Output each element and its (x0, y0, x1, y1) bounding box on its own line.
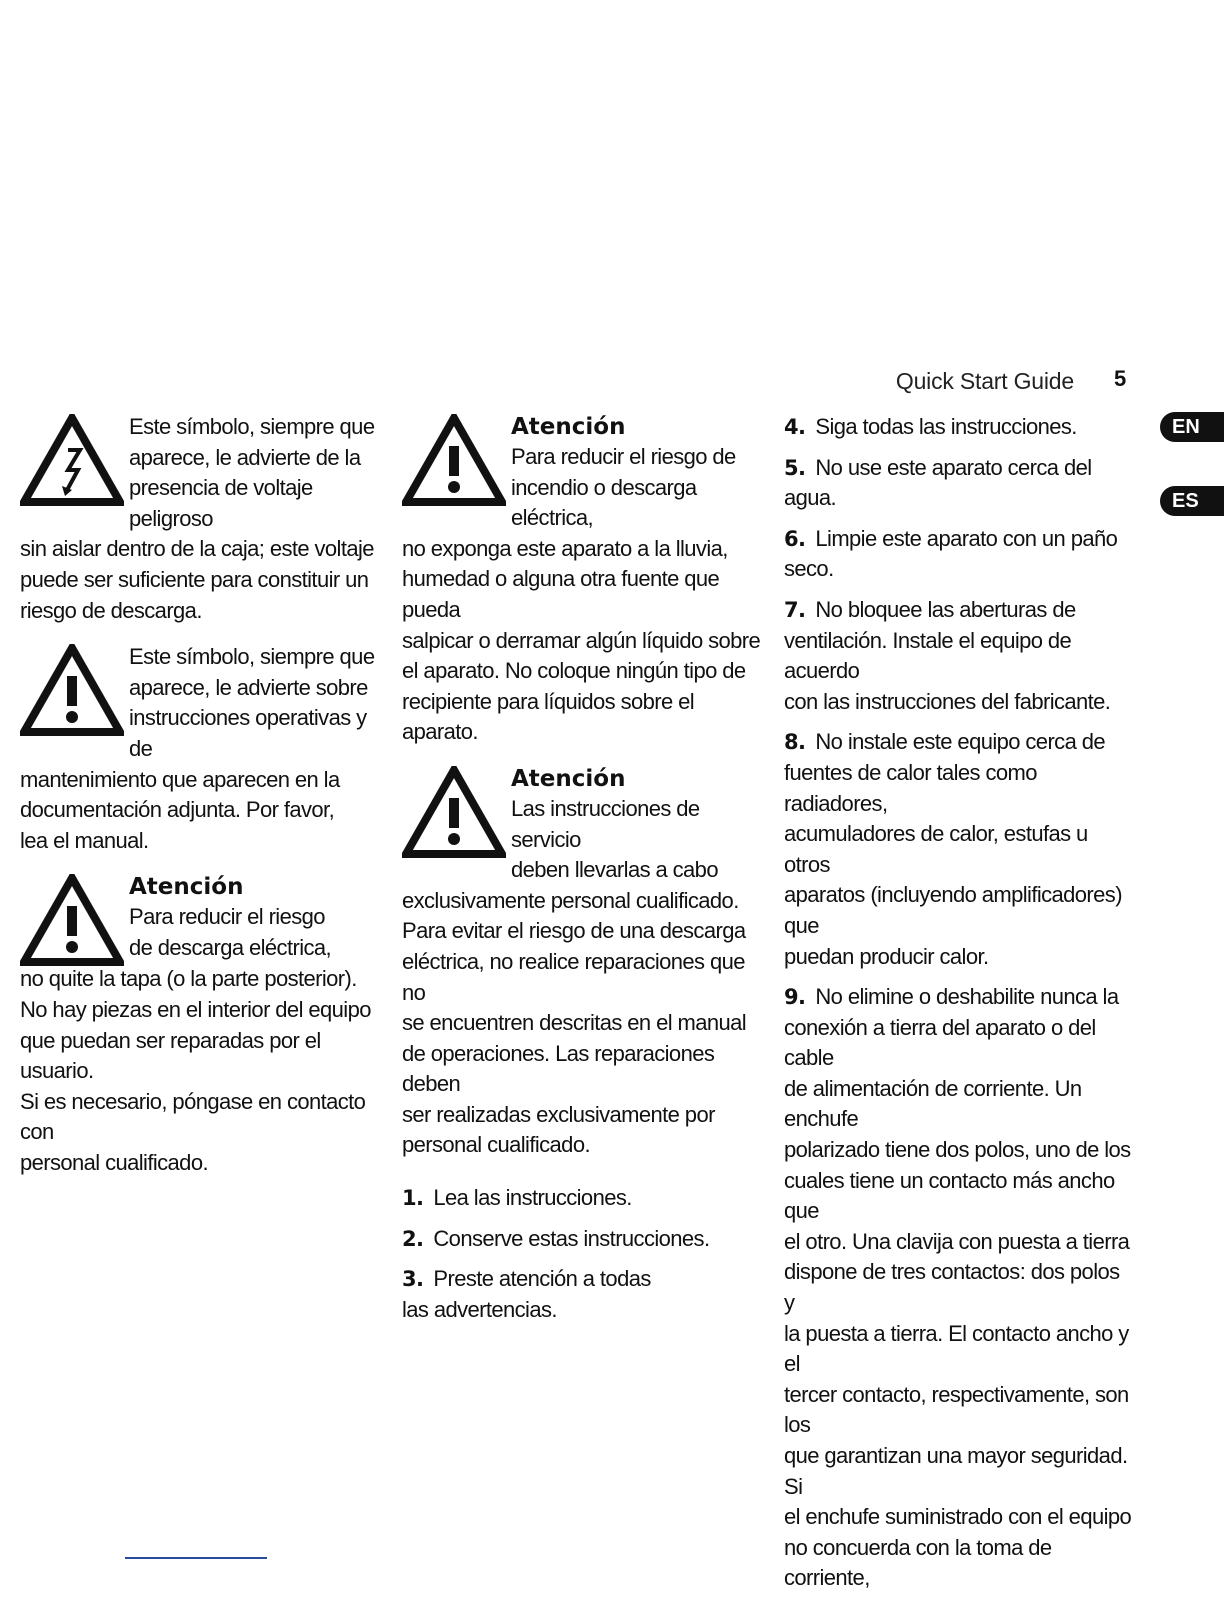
item-text: la puesta a tierra. El contacto ancho y el (784, 1320, 1129, 1377)
text-line: Este símbolo, siempre que (129, 414, 375, 439)
text-line: Para reducir el riesgo (129, 904, 325, 930)
item-text: conexión a tierra del aparato o del cable (784, 1014, 1096, 1071)
list-item (784, 412, 1134, 443)
item-text: Conserve estas instrucciones. (433, 1225, 710, 1251)
text-line: de operaciones. Las reparaciones deben (402, 1040, 715, 1097)
text-line: lea el manual. (20, 827, 149, 853)
item-text: no concuerda con la toma de corriente, (784, 1534, 1052, 1591)
text-line: documentación adjunta. Por favor, (20, 797, 335, 823)
item-text: cuales tiene un contacto más ancho que (784, 1167, 1115, 1224)
text-line: no exponga este aparato a la lluvia, (402, 535, 728, 561)
item-text: polarizado tiene dos polos, uno de los (784, 1137, 1131, 1163)
list-item (784, 982, 1134, 1594)
item-number: 7. (784, 597, 806, 622)
exclamation-warning-icon (20, 874, 124, 966)
item-text: Preste atención a todas (433, 1266, 651, 1292)
text-line: aparece, le advierte de la (129, 444, 361, 470)
guide-title: Quick Start Guide (895, 368, 1074, 394)
item-number: 8. (784, 730, 806, 755)
item-text: tercer contacto, respectivamente, son los (784, 1381, 1129, 1438)
text-line: Las instrucciones de servicio (511, 795, 700, 852)
item-number: 2. (402, 1226, 424, 1251)
page-number: 5 (1114, 366, 1127, 391)
item-text: No instale este equipo cerca de (815, 729, 1105, 755)
text-line: humedad o alguna otra fuente que pueda (402, 566, 720, 622)
text-line: riesgo de descarga. (20, 597, 202, 623)
exclamation-warning-icon (402, 766, 506, 858)
item-number: 1. (402, 1186, 424, 1211)
item-number: 9. (784, 985, 806, 1010)
text-line: Para reducir el riesgo de (511, 444, 736, 469)
item-text: Limpie este aparato con un paño seco. (784, 525, 1118, 582)
text-line: No hay piezas en el interior del equipo (20, 996, 371, 1022)
warning-title: Atención (129, 874, 244, 901)
lang-tab-en[interactable]: EN (1160, 412, 1224, 442)
list-item (402, 1224, 762, 1255)
text-line: sin aislar dentro de la caja; este voltaje (20, 536, 374, 562)
item-text: aparatos (incluyendo amplificadores) que (784, 882, 1122, 938)
text-line: no quite la tapa (o la parte posterior). (20, 966, 357, 992)
text-line: personal cualificado. (20, 1149, 208, 1175)
text-line: deben llevarlas a cabo (511, 857, 718, 883)
warning-block-fire (402, 412, 762, 748)
warning-block-instructions (20, 642, 380, 856)
list-item (402, 1183, 762, 1214)
lightning-warning-icon (20, 414, 124, 506)
text-line: Para evitar el riesgo de una descarga (402, 918, 746, 944)
item-text: fuentes de calor tales como radiadores, (784, 759, 1037, 816)
item-text: de alimentación de corriente. Un enchufe (784, 1075, 1082, 1132)
item-text: Lea las instrucciones. (433, 1185, 632, 1211)
exclamation-warning-icon (402, 414, 506, 506)
item-text: dispone de tres contactos: dos polos y (784, 1259, 1120, 1316)
list-item (784, 595, 1134, 717)
text-line: se encuentren descritas en el manual (402, 1010, 747, 1036)
item-number: 3. (402, 1267, 424, 1292)
item-text: No elimine o deshabilite nunca la (815, 984, 1119, 1010)
text-line: el aparato. No coloque ningún tipo de (402, 658, 746, 684)
lang-tab-es[interactable]: ES (1160, 486, 1224, 516)
item-text: con las instrucciones del fabricante. (784, 688, 1111, 714)
list-item (402, 1264, 762, 1325)
warning-block-cover (20, 872, 380, 1178)
warning-block-service (402, 764, 762, 1161)
warning-title: Atención (511, 765, 626, 792)
text-line: que puedan ser reparadas por el usuario. (20, 1027, 321, 1084)
warning-block-voltage (20, 412, 380, 626)
exclamation-warning-icon (20, 644, 124, 736)
text-line: aparece, le advierte sobre (129, 674, 368, 700)
text-line: puede ser suficiente para constituir un (20, 566, 369, 592)
list-item (784, 727, 1134, 972)
item-text: que garantizan una mayor seguridad. Si (784, 1443, 1128, 1499)
item-text: No bloquee las aberturas de (815, 596, 1076, 622)
text-line: presencia de voltaje peligroso (129, 475, 313, 531)
text-line: instrucciones operativas y de (129, 705, 367, 761)
text-line: exclusivamente personal cualificado. (402, 887, 739, 913)
text-line: incendio o descarga eléctrica, (511, 474, 697, 531)
item-text: el enchufe suministrado con el equipo (784, 1504, 1132, 1530)
item-text: el otro. Una clavija con puesta a tierra (784, 1228, 1130, 1254)
item-number: 4. (784, 415, 806, 439)
column-1 (20, 412, 380, 1194)
item-number: 5. (784, 455, 806, 480)
warning-title: Atención (511, 414, 626, 440)
footer-rule (125, 1557, 267, 1559)
text-line: recipiente para líquidos sobre el aparato. (402, 688, 695, 745)
text-line: Si es necesario, póngase en contacto con (20, 1088, 366, 1145)
text-line: mantenimiento que aparecen en la (20, 766, 340, 792)
column-2 (402, 412, 762, 1335)
text-line: salpicar o derramar algún líquido sobre (402, 627, 761, 653)
item-text: las advertencias. (402, 1296, 557, 1322)
item-number: 6. (784, 526, 806, 551)
item-text: ventilación. Instale el equipo de acuerdo (784, 627, 1072, 684)
item-text: No use este aparato cerca del agua. (784, 454, 1092, 511)
item-text: acumuladores de calor, estufas u otros (784, 821, 1088, 877)
list-item (784, 524, 1134, 585)
list-item (784, 453, 1134, 514)
text-line: ser realizadas exclusivamente por (402, 1101, 715, 1127)
item-text: puedan producir calor. (784, 943, 989, 969)
column-3 (784, 412, 1134, 1604)
text-line: de descarga eléctrica, (129, 934, 332, 960)
text-line: Este símbolo, siempre que (129, 644, 375, 670)
item-text: Siga todas las instrucciones. (815, 414, 1077, 439)
text-line: personal cualificado. (402, 1132, 590, 1158)
text-line: eléctrica, no realice reparaciones que no (402, 948, 745, 1005)
